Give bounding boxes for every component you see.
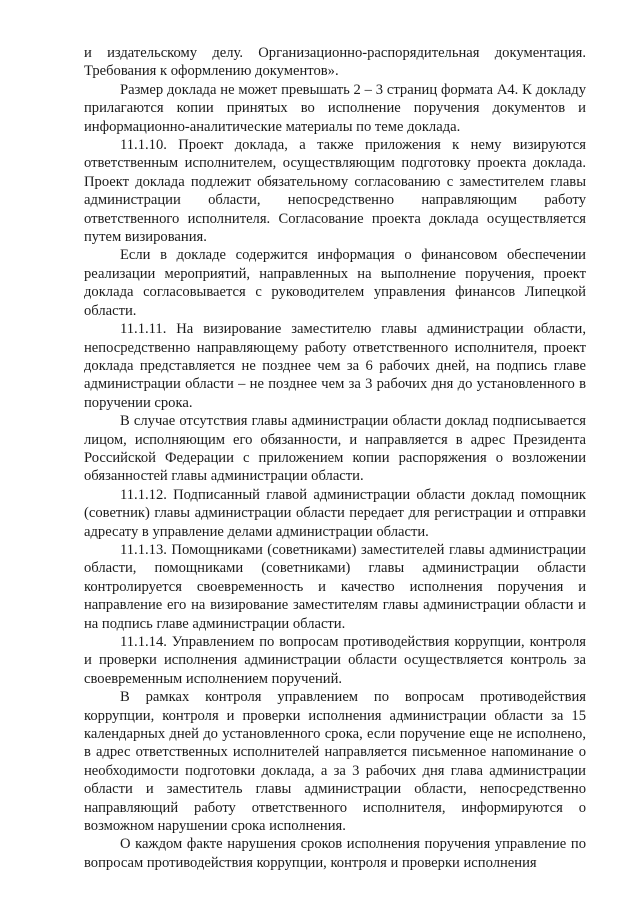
paragraph-financial-approval: Если в докладе содержится информация о финансовом обеспечении реализации мероприятий, направленных на выполнение поручения, проект доклада согласовывается с руководителем управления финансов Липецкой области. bbox=[84, 247, 586, 319]
document-page bbox=[84, 44, 586, 872]
paragraph-11-1-11: 11.1.11. На визирование заместителю главы администрации области, непосредственно направляющему работу ответственного исполнителя, проект доклада представляется не позднее чем за 6 рабочих дней, на подпись главе администрации области – не позднее чем за 3 рабочих дня до установленного в поручении срока. bbox=[84, 321, 586, 411]
paragraph-11-1-13: 11.1.13. Помощниками (советниками) заместителей главы администрации области, помощниками (советниками) главы администрации области контролируется своевременность и качество исполнения поручения и направление его на визирование заместителям главы администрации области и на подпись главе администрации области. bbox=[84, 541, 586, 632]
paragraph-control-reminder: В рамках контроля управлением по вопросам противодействия коррупции, контроля и проверки исполнения администрации области за 15 календарных дней до установленного срока, если поручение еще не исполнено, в адрес ответственных исполнителей направляется письменное напоминание о необходимости подготовки доклада, а за 3 рабочих дня глава администрации области и заместитель главы администрации области, непосредственно направляющий работу ответственного исполнителя, информируются о возможном нарушении срока исполнения. bbox=[84, 689, 586, 835]
paragraph-11-1-14: 11.1.14. Управлением по вопросам противодействия коррупции, контроля и проверки исполнения администрации области осуществляется контроль за своевременным исполнением поручений. bbox=[84, 634, 586, 687]
paragraph-report-size: Размер доклада не может превышать 2 – 3 страниц формата А4. К докладу прилагаются копии принятых во исполнение поручения документов и информационно-аналитические материалы по теме доклада. bbox=[84, 81, 586, 135]
paragraph-head-absence: В случае отсутствия главы администрации области доклад подписывается лицом, исполняющим его обязанности, и направляется в адрес Президента Российской Федерации с приложением копии распоряжения о возложении обязанностей главы администрации области. bbox=[84, 413, 586, 485]
paragraph-violation-facts: О каждом факте нарушения сроков исполнения поручения управление по вопросам противодействия коррупции, контроля и проверки исполнения bbox=[84, 836, 586, 871]
paragraph-11-1-10: 11.1.10. Проект доклада, а также приложения к нему визируются ответственным исполнителем, осуществляющим подготовку проекта доклада. Проект доклада подлежит обязательному согласованию с заместителем главы администрации области, непосредственно направляющим работу ответственного исполнителя. Согласование проекта доклада осуществляется путем визирования. bbox=[84, 137, 586, 246]
paragraph-continuation: и издательскому делу. Организационно-распорядительная документация. Требования к оформлению документов». bbox=[84, 45, 586, 80]
paragraph-11-1-12: 11.1.12. Подписанный главой администрации области доклад помощник (советник) главы администрации области передает для регистрации и отправки адресату в управление делами администрации области. bbox=[84, 486, 586, 540]
